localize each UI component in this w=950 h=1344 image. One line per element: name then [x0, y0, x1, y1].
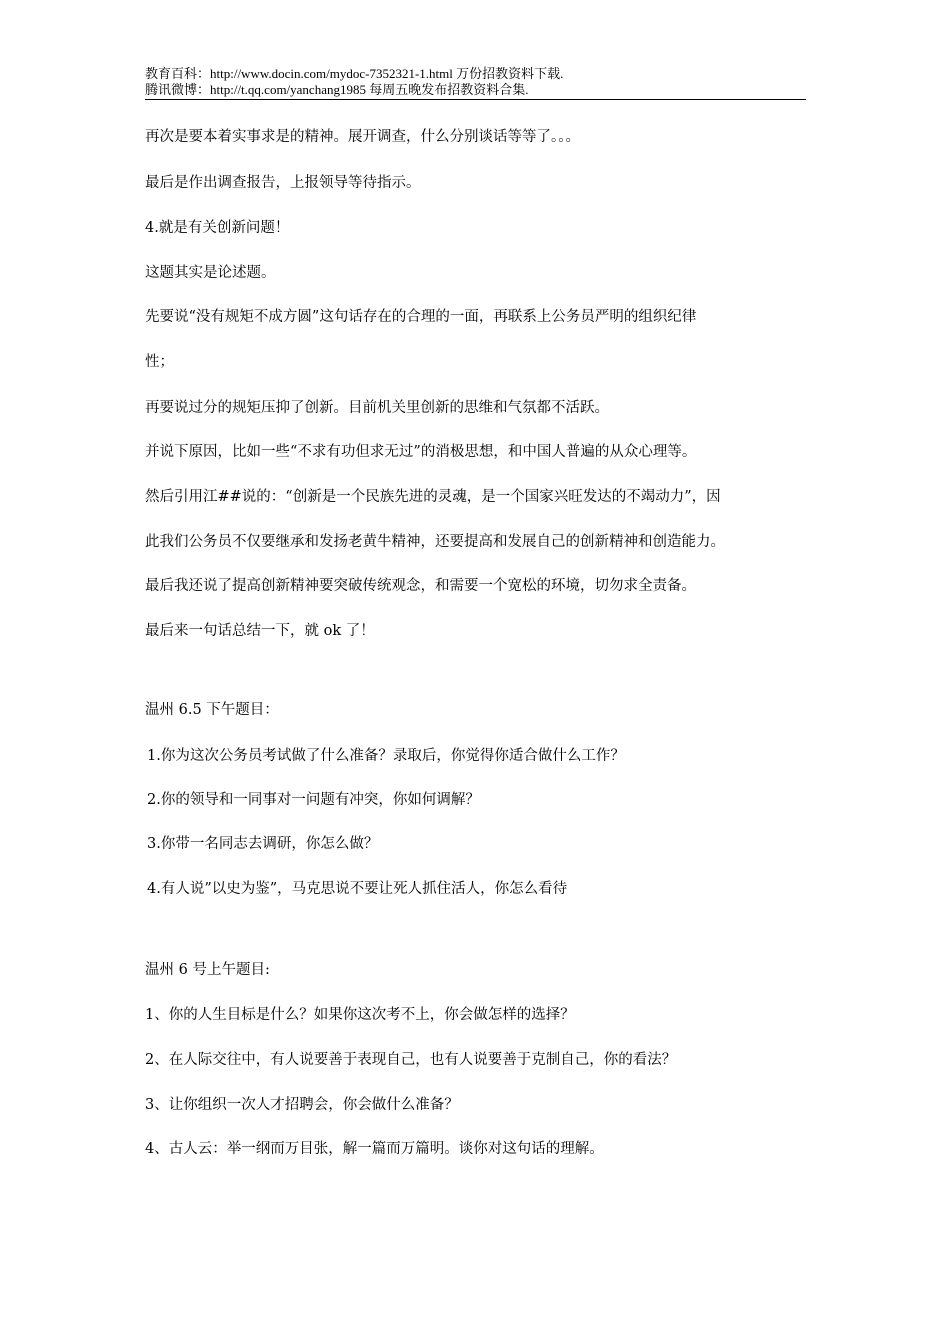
paragraph: 先要说“没有规矩不成方圆”这句话存在的合理的一面，再联系上公务员严明的组织纪律: [145, 309, 697, 325]
section-title-afternoon: 温州 6.5 下午题目：: [145, 702, 279, 718]
paragraph: 4.就是有关创新问题！: [145, 220, 290, 236]
paragraph: 最后我还说了提高创新精神要突破传统观念，和需要一个宽松的环境，切勿求全责备。: [145, 578, 696, 594]
question-item: 1.你为这次公务员考试做了什么准备？录取后，你觉得你适合做什么工作？: [147, 748, 625, 764]
header-line-docin: 教育百科：http://www.docin.com/mydoc-7352321-1.html 万份招教资料下载.: [145, 66, 564, 81]
page-header: [145, 66, 806, 100]
question-item: 3、让你组织一次人才招聘会，你会做什么准备？: [145, 1097, 459, 1113]
question-item: 4、古人云：举一纲而万目张，解一篇而万篇明。谈你对这句话的理解。: [145, 1141, 604, 1157]
paragraph: 性；: [145, 354, 174, 370]
paragraph: 再要说过分的规矩压抑了创新。目前机关里创新的思维和气氛都不活跃。: [145, 400, 609, 416]
question-item: 4.有人说”以史为鉴”，马克思说不要让死人抓住活人，你怎么看待: [147, 881, 568, 897]
paragraph: 再次是要本着实事求是的精神。展开调查，什么分别谈话等等了。。。: [145, 129, 580, 145]
paragraph: 并说下原因，比如一些“不求有功但求无过”的消极思想，和中国人普遍的从众心理等。: [145, 444, 697, 460]
paragraph: 这题其实是论述题。: [145, 265, 276, 281]
question-item: 1、你的人生目标是什么？如果你这次考不上，你会做怎样的选择？: [145, 1007, 575, 1023]
header-line-weibo: 腾讯微博：http://t.qq.com/yanchang1985 每周五晚发布招教资料合集.: [145, 82, 529, 97]
paragraph: 最后是作出调查报告，上报领导等待指示。: [145, 175, 421, 191]
question-item: 3.你带一名同志去调研，你怎么做？: [147, 836, 379, 852]
question-item: 2、在人际交往中，有人说要善于表现自己，也有人说要善于克制自己，你的看法？: [145, 1052, 677, 1068]
paragraph: 此我们公务员不仅要继承和发扬老黄牛精神，还要提高和发展自己的创新精神和创造能力。: [145, 534, 725, 550]
paragraph: 最后来一句话总结一下，就 ok 了！: [145, 623, 375, 639]
paragraph: 然后引用江##说的：“创新是一个民族先进的灵魂，是一个国家兴旺发达的不竭动力”，因: [145, 489, 721, 505]
section-title-morning: 温州 6 号上午题目:: [145, 962, 270, 978]
question-item: 2.你的领导和一同事对一问题有冲突，你如何调解？: [147, 792, 480, 808]
